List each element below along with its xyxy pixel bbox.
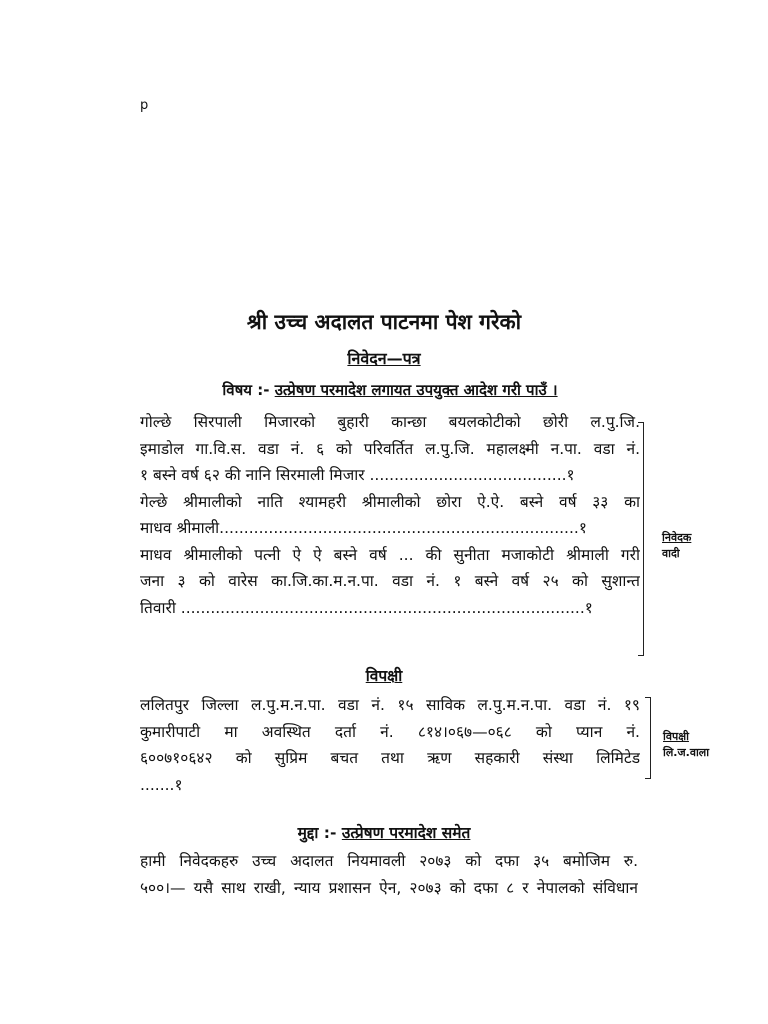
- case-label: मुद्दा :-: [297, 824, 337, 842]
- petitioner-line: तिवारी ..................................................................................१: [140, 598, 593, 617]
- subject-label: विषय :-: [222, 381, 270, 399]
- petitioner-line: १ बस्ने वर्ष ६२ की नानि सिरमाली मिजार ........................................१: [140, 466, 575, 484]
- respondent-bracket: [645, 697, 651, 779]
- petition-title: [0, 347, 768, 369]
- corner-mark: p: [140, 98, 149, 113]
- body-line: ५००।— यसै साथ राखी, न्याय प्रशासन ऐन, २०७३ को दफा ८ र नेपालको संविधान: [140, 878, 638, 897]
- case-text: उत्प्रेषण परमादेश समेत: [341, 824, 471, 842]
- petition-title-text: निवेदन—पत्र: [347, 349, 421, 368]
- petitioner-line: जना ३ को वारेस का.जि.का.म.न.पा. वडा नं. १ बस्ने वर्ष २५ को सुशान्त: [140, 572, 640, 590]
- petitioner-label-line2: वादी: [662, 547, 680, 560]
- petitioner-bracket: [638, 422, 644, 656]
- respondent-label-line1: विपक्षी: [663, 730, 689, 743]
- respondent-line: कुमारीपाटी मा अवस्थित दर्ता नं. ८१४।०६७—०६८ को प्यान नं.: [140, 722, 640, 741]
- respondent-block: [140, 692, 640, 798]
- petitioner-line: गोल्छे सिरपाली मिजारको बुहारी कान्छा बयलकोटीको छोरी ल.पु.जि.: [140, 413, 640, 431]
- respondent-line: ललितपुर जिल्ला ल.पु.म.न.पा. वडा नं. १५ साविक ल.पु.म.न.पा. वडा नं. १९: [140, 696, 640, 714]
- subject-text: उत्प्रेषण परमादेश लगायत उपयुक्त आदेश गरी पाउँ ।: [274, 381, 558, 399]
- subject-line: [140, 380, 640, 400]
- respondent-side-label: [663, 729, 709, 761]
- court-title: श्री उच्च अदालत पाटनमा पेश गरेको: [246, 310, 522, 334]
- case-heading: [0, 821, 768, 843]
- petitioner-block: [140, 409, 640, 621]
- respondent-line: ६००७१०६४२ को सुप्रिम बचत तथा ऋण सहकारी संस्था लिमिटेड: [140, 749, 640, 767]
- petitioner-line: गेल्छे श्रीमालीको नाति श्यामहरी श्रीमालीको छोरा ऐ.ऐ. बस्ने वर्ष ३३ का: [140, 492, 640, 511]
- petitioner-side-label: [662, 530, 691, 562]
- petitioner-label-line1: निवेदक: [662, 531, 692, 544]
- respondent-heading-text: विपक्षी: [365, 667, 403, 685]
- body-paragraph: [140, 848, 638, 901]
- respondent-heading: [0, 664, 768, 686]
- petitioner-line: माधव श्रीमालीको पत्नी ऐ ऐ बस्ने वर्ष ... की सुनीता मजाकोटी श्रीमाली गरी: [140, 545, 640, 564]
- respondent-line: .......१: [140, 775, 183, 794]
- respondent-label-line2: लि.ज.वाला: [663, 746, 710, 759]
- petitioner-line: इमाडोल गा.वि.स. वडा नं. ६ को परिवर्तित ल.पु.जि. महालक्ष्मी न.पा. वडा नं.: [140, 439, 640, 458]
- petitioner-line: माधव श्रीमाली.........................................................................१: [140, 519, 587, 537]
- body-line: हामी निवेदकहरु उच्च अदालत नियमावली २०७३ को दफा ३५ बमोजिम रु.: [140, 852, 638, 870]
